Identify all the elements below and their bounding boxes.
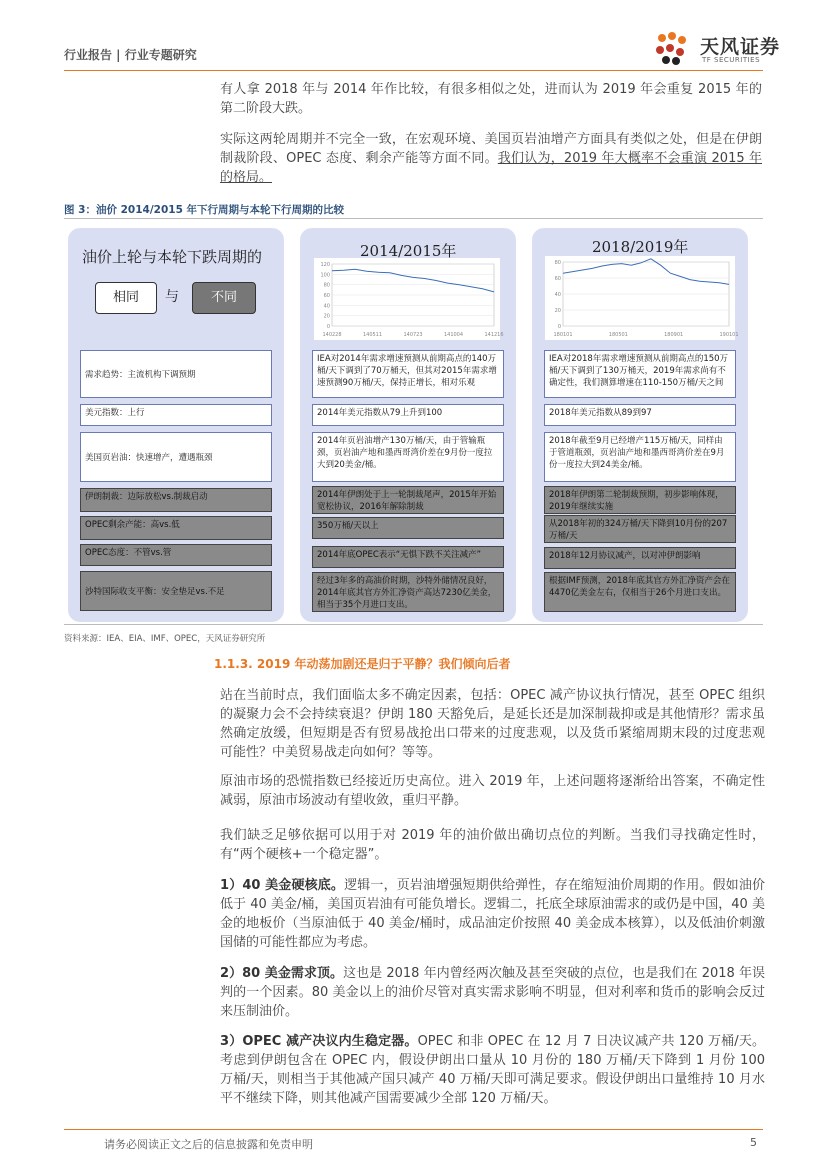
point-1-heading: 1）40 美金硬核底。 xyxy=(220,878,345,893)
footer-disclaimer: 请务必阅读正文之后的信息披露和免责申明 xyxy=(104,1138,313,1151)
intro-p2-text: 实际这两轮周期并不完全一致，在宏观环境、美国页岩油增产方面具有类似之处，但是在伊朗制裁阶段、OPEC 态度、剩余产能等方面不同。 xyxy=(220,132,762,166)
left-panel-title: 油价上轮与本轮下跌周期的 xyxy=(82,248,263,266)
y-tick-label: 20 xyxy=(323,313,330,320)
figure-source: 资料来源：IEA、EIA、IMF、OPEC，天风证券研究所 xyxy=(64,634,266,644)
series-line xyxy=(563,259,729,285)
y-tick-label: 80 xyxy=(554,260,561,266)
footer-rule xyxy=(64,1129,763,1130)
y-tick-label: 40 xyxy=(554,292,561,298)
y-tick-label: 100 xyxy=(320,272,330,279)
row-2014-iran: 2014年伊朗处于上一轮制裁尾声，2015年开始宽松协议，2016年解除制裁 xyxy=(312,486,504,514)
logo-text-cn: 天风证券 xyxy=(700,36,781,58)
row-2018-opec-capacity: 从2018年初的324万桶/天下降到10月份的207万桶/天 xyxy=(544,515,736,543)
section-title: 1.1.3. 2019 年动荡加剧还是归于平静？我们倾向后者 xyxy=(214,657,511,671)
y-tick-label: 20 xyxy=(554,308,561,314)
page-number: 5 xyxy=(750,1136,757,1149)
row-2018-opec-attitude: 2018年12月协议减产，以对冲伊朗影响 xyxy=(544,547,736,569)
report-type: 行业报告 | 行业专题研究 xyxy=(64,48,197,62)
y-tick-label: 0 xyxy=(326,324,330,330)
chart-2014 xyxy=(314,258,504,340)
header-rule xyxy=(64,70,763,71)
section-paragraph-5 xyxy=(220,964,765,1021)
intro-p2-conclusion: 我们认为，2019 年大概率不会重演 2015 年的格局。 xyxy=(220,151,762,185)
section-paragraph-4 xyxy=(220,876,765,952)
point-2-heading: 2）80 美金需求顶。 xyxy=(220,966,344,981)
x-tick-label: 180101 xyxy=(553,332,573,338)
logo-text-en: TF SECURITIES xyxy=(702,56,761,64)
row-2018-iran: 2018年伊朗第二轮制裁预期，初步影响体现，2019年继续实施 xyxy=(544,486,736,514)
y-tick-label: 120 xyxy=(320,262,330,268)
y-tick-label: 0 xyxy=(557,324,561,330)
y-tick-label: 80 xyxy=(323,282,330,289)
y-tick-label: 60 xyxy=(554,276,561,282)
point-1-text: 逻辑一，页岩油增强短期供给弹性，存在缩短油价周期的作用。假如油价低于 40 美金/桶，美国页岩油有可能负增长。逻辑二，托底全球原油需求的或仍是中国，40 美金的地板价（当原油低于 40 美金/桶时，成品油定价按照 40 美金成本核算），以及低油价刺激国储的可能性都应为考虑。 xyxy=(220,878,765,950)
section-paragraph-3: 我们缺乏足够依据可以用于对 2019 年的油价做出确切点位的判断。当我们寻找确定性时，有“两个硬核+一个稳定器”。 xyxy=(220,828,765,862)
y-tick-label: 40 xyxy=(323,303,330,310)
intro-paragraph-1: 有人拿 2018 年与 2014 年作比较，有很多相似之处，进而认为 2019 年会重复 2015 年的第二阶段大跌。 xyxy=(220,82,762,116)
row-label-opec-attitude: OPEC态度：不管vs.管 xyxy=(80,544,272,566)
row-2014-demand: IEA对2014年需求增速预测从前期高点的140万桶/天下调到了70万桶天，但其对2015年需求增速预测90万桶/天，保持正增长，相对乐观 xyxy=(312,350,504,398)
row-label-dollar: 美元指数：上行 xyxy=(80,404,272,426)
row-2014-dollar: 2014年美元指数从79上升到100 xyxy=(312,404,504,426)
x-tick-label: 140723 xyxy=(403,332,423,338)
row-label-shale: 美国页岩油：快速增产，遭遇瓶颈 xyxy=(80,432,272,482)
same-box: 相同 xyxy=(95,282,157,314)
and-label: 与 xyxy=(165,289,179,305)
point-2-text: 这也是 2018 年内曾经两次触及甚至突破的点位，也是我们在 2018 年误判的一个因素。80 美金以上的油价尽管对真实需求影响不明显，但对利率和货币的影响会反过来压制油价。 xyxy=(220,966,766,1019)
series-line xyxy=(332,269,494,292)
figure-title: 图 3：油价 2014/2015 年下行周期与本轮下行周期的比较 xyxy=(64,204,345,216)
point-3-heading: 3）OPEC 减产决议内生稳定器。 xyxy=(220,1034,418,1049)
different-box: 不同 xyxy=(192,282,256,314)
x-tick-label: 180901 xyxy=(664,332,684,338)
x-tick-label: 140511 xyxy=(362,332,383,338)
row-2014-shale: 2014年页岩油增产130万桶/天，由于管输瓶颈，页岩油产地和墨西哥湾价差在9月份一度拉大到20美金/桶。 xyxy=(312,432,504,482)
row-label-saudi: 沙特国际收支平衡：安全垫足vs.不足 xyxy=(80,571,272,611)
intro-paragraph-2 xyxy=(220,130,762,187)
row-2014-saudi: 经过3年多的高油价时期，沙特外储情况良好，2014年底其官方外汇净资产高达7230亿美金，相当于35个月进口支出。 xyxy=(312,572,504,612)
x-tick-label: 141004 xyxy=(443,332,464,338)
title-2014: 2014/2015年 xyxy=(360,242,457,260)
point-3-text: OPEC 和非 OPEC 在 12 月 7 日决议减产共 120 万桶/天。考虑到伊朗包含在 OPEC 内，假设伊朗出口量从 10 月份的 180 万桶/天下降到 1 月份 100 万桶/天，则相当于其他减产国只减产 40 万桶/天即可满足要求。假设伊朗出口量维持 10 月水平不继续下降，则其他减产国需要减少全部 120 万桶/天。 xyxy=(220,1034,765,1106)
row-label-demand: 需求趋势：主流机构下调预期 xyxy=(80,350,272,398)
x-tick-label: 190101 xyxy=(719,332,739,338)
row-2018-shale: 2018年截至9月已经增产115万桶/天，同样由于管道瓶颈，页岩油产地和墨西哥湾价差在9月份一度拉大到24美金/桶。 xyxy=(544,432,736,482)
section-paragraph-6 xyxy=(220,1032,765,1108)
x-tick-label: 180501 xyxy=(608,332,628,338)
row-2018-dollar: 2018年美元指数从89到97 xyxy=(544,404,736,426)
section-paragraph-1: 站在当前时点，我们面临太多不确定因素，包括：OPEC 减产协议执行情况，甚至 OPEC 组织的凝聚力会不会持续衰退？伊朗 180 天豁免后，是延长还是加深制裁抑或是其他情形？需求虽然确定放缓，但短期是否有贸易战抢出口带来的过度悲观，以及货币紧缩周期末段的过度悲观可能性？中美贸易战走向如何？等等。 xyxy=(220,688,765,760)
row-2018-saudi: 根据IMF预测，2018年底其官方外汇净资产会在4470亿美金左右，仅相当于26个月进口支出。 xyxy=(544,572,736,612)
row-2014-opec-attitude: 2014年底OPEC表示“无惧下跌不关注减产” xyxy=(312,546,504,568)
figure-rule-top xyxy=(64,218,763,219)
figure-rule-bottom xyxy=(64,624,763,625)
row-label-opec-capacity: OPEC剩余产能：高vs.低 xyxy=(80,516,272,540)
chart-2018 xyxy=(545,256,739,340)
row-label-iran: 伊朗制裁：边际放松vs.制裁启动 xyxy=(80,488,272,512)
row-2018-demand: IEA对2018年需求增速预测从前期高点的150万桶/天下调到了130万桶天，2019年需求尚有不确定性，我们测算增速在110-150万桶/天之间 xyxy=(544,350,736,398)
x-tick-label: 141216 xyxy=(484,332,504,338)
section-paragraph-2: 原油市场的恐慌指数已经接近历史高位。进入 2019 年，上述问题将逐渐给出答案，不确定性减弱，原油市场波动有望收敛，重归平静。 xyxy=(220,774,765,808)
title-2018: 2018/2019年 xyxy=(592,238,689,256)
x-tick-label: 140228 xyxy=(322,332,342,338)
y-tick-label: 60 xyxy=(323,293,330,299)
row-2014-opec-capacity: 350万桶/天以上 xyxy=(312,517,504,539)
